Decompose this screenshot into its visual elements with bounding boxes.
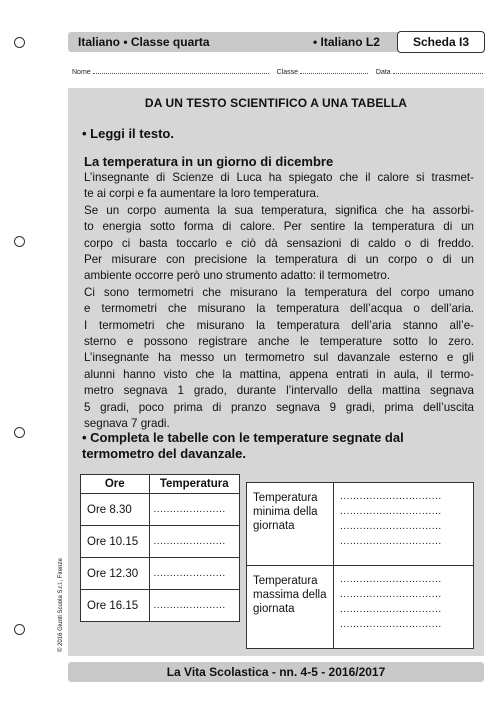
classe-label: Classe xyxy=(276,69,298,76)
table-row xyxy=(81,526,240,558)
label-line: giornata xyxy=(253,520,295,532)
text-line: sterno e possono registrare anche le temperature sotto lo zero. xyxy=(84,335,474,349)
punch-hole xyxy=(14,624,25,635)
header-subject: Italiano • Classe quarta xyxy=(78,35,210,49)
header-temperatura: Temperatura xyxy=(149,475,240,494)
answer-line[interactable]: ............................... xyxy=(340,589,442,600)
table-row xyxy=(247,483,474,566)
temperature-answer[interactable]: ...................... xyxy=(149,494,240,526)
temperature-answer[interactable]: ...................... xyxy=(149,526,240,558)
text-line: e termometri che misurano la temperatura dell’acqua o dell’aria. xyxy=(84,302,474,316)
table-row xyxy=(81,494,240,526)
nome-label: Nome xyxy=(72,69,91,76)
min-temperature-label xyxy=(247,483,334,566)
punch-hole xyxy=(14,427,25,438)
header-bar xyxy=(68,32,484,52)
ore-cell: Ore 10.15 xyxy=(81,526,150,558)
student-fields xyxy=(72,67,484,76)
header-level: • Italiano L2 xyxy=(313,35,380,49)
ore-cell: Ore 16.15 xyxy=(81,590,150,622)
instruction-complete xyxy=(82,430,474,462)
text-line: ambiente occorre però uno strumento adatto: il termometro. xyxy=(84,269,391,283)
data-label: Data xyxy=(375,69,391,76)
temperature-answer[interactable]: ...................... xyxy=(149,590,240,622)
worksheet-body xyxy=(68,88,484,656)
max-temperature-label xyxy=(247,566,334,649)
footer-bar: La Vita Scolastica - nn. 4-5 - 2016/2017 xyxy=(68,662,484,682)
ore-cell: Ore 8.30 xyxy=(81,494,150,526)
header-ore: Ore xyxy=(81,475,150,494)
table-row xyxy=(81,590,240,622)
temperature-answer[interactable]: ...................... xyxy=(149,558,240,590)
instruction-read: • Leggi il testo. xyxy=(82,126,174,141)
scheda-badge: Scheda I3 xyxy=(397,31,485,53)
text-line: L’insegnante ha messo un termometro sul davanzale esterno e gli xyxy=(84,351,474,365)
text-line: te ai corpi e fa aumentare la loro temperatura. xyxy=(84,187,320,201)
table-row xyxy=(247,566,474,649)
copyright-notice: © 2016 Giunti Scuola S.r.l., Firenze xyxy=(58,558,64,652)
label-line: giornata xyxy=(253,603,295,615)
answer-line[interactable]: ............................... xyxy=(340,619,442,630)
answer-line[interactable]: ............................... xyxy=(340,574,442,585)
text-line: L’insegnante di Scienze di Luca ha spiegato che il calore si trasmet- xyxy=(84,171,474,184)
answer-line[interactable]: ............................... xyxy=(340,506,442,517)
nome-field[interactable] xyxy=(93,67,269,74)
text-line: Ci sono termometri che misurano la temperatura del corpo umano xyxy=(84,285,474,299)
answer-line[interactable]: ............................... xyxy=(340,536,442,547)
label-line: Temperatura xyxy=(253,492,318,504)
punch-hole xyxy=(14,37,25,48)
text-line: segnava 7 gradi. xyxy=(84,417,170,431)
text-line: to energia sotto forma di calore. Per sentire la temperatura di un xyxy=(84,220,474,234)
hours-table xyxy=(80,474,240,622)
classe-field[interactable] xyxy=(300,67,368,74)
ore-cell: Ore 12.30 xyxy=(81,558,150,590)
table-row xyxy=(81,558,240,590)
text-line: Per misurare con precisione la temperatura di un corpo o di un xyxy=(84,253,474,267)
min-max-table xyxy=(246,482,474,649)
label-line: Temperatura xyxy=(253,575,318,587)
text-title: La temperatura in un giorno di dicembre xyxy=(84,154,334,169)
text-line: metro segnava 1 grado, durante l’intervallo della mattina segnava xyxy=(84,384,474,398)
reading-text xyxy=(84,170,474,433)
min-temperature-answer[interactable] xyxy=(334,483,474,566)
table-header-row xyxy=(81,475,240,494)
max-temperature-answer[interactable] xyxy=(334,566,474,649)
text-line: alunni hanno visto che la mattina, appena entrati in aula, il termo- xyxy=(84,367,474,381)
text-line: Se un corpo aumenta la sua temperatura, significa che ha assorbi- xyxy=(84,203,474,217)
instruction-line: termometro del davanzale. xyxy=(82,446,246,461)
instruction-line: • Completa le tabelle con le temperature segnate dal xyxy=(82,430,404,445)
text-line: 5 gradi, poco prima di pranzo segnava 9 gradi, prima dell’uscita xyxy=(84,400,474,414)
text-line: corpo ci basta toccarlo e ciò dà sensazioni di caldo o di freddo. xyxy=(84,236,474,250)
answer-line[interactable]: ............................... xyxy=(340,521,442,532)
label-line: minima della xyxy=(253,506,318,518)
answer-line[interactable]: ............................... xyxy=(340,604,442,615)
punch-hole xyxy=(14,236,25,247)
label-line: massima della xyxy=(253,589,327,601)
data-field[interactable] xyxy=(393,67,483,74)
text-line: I termometri che misurano la temperatura dell’aria stanno all’e- xyxy=(84,318,474,332)
answer-line[interactable]: ............................... xyxy=(340,491,442,502)
worksheet-title: DA UN TESTO SCIENTIFICO A UNA TABELLA xyxy=(144,96,408,110)
